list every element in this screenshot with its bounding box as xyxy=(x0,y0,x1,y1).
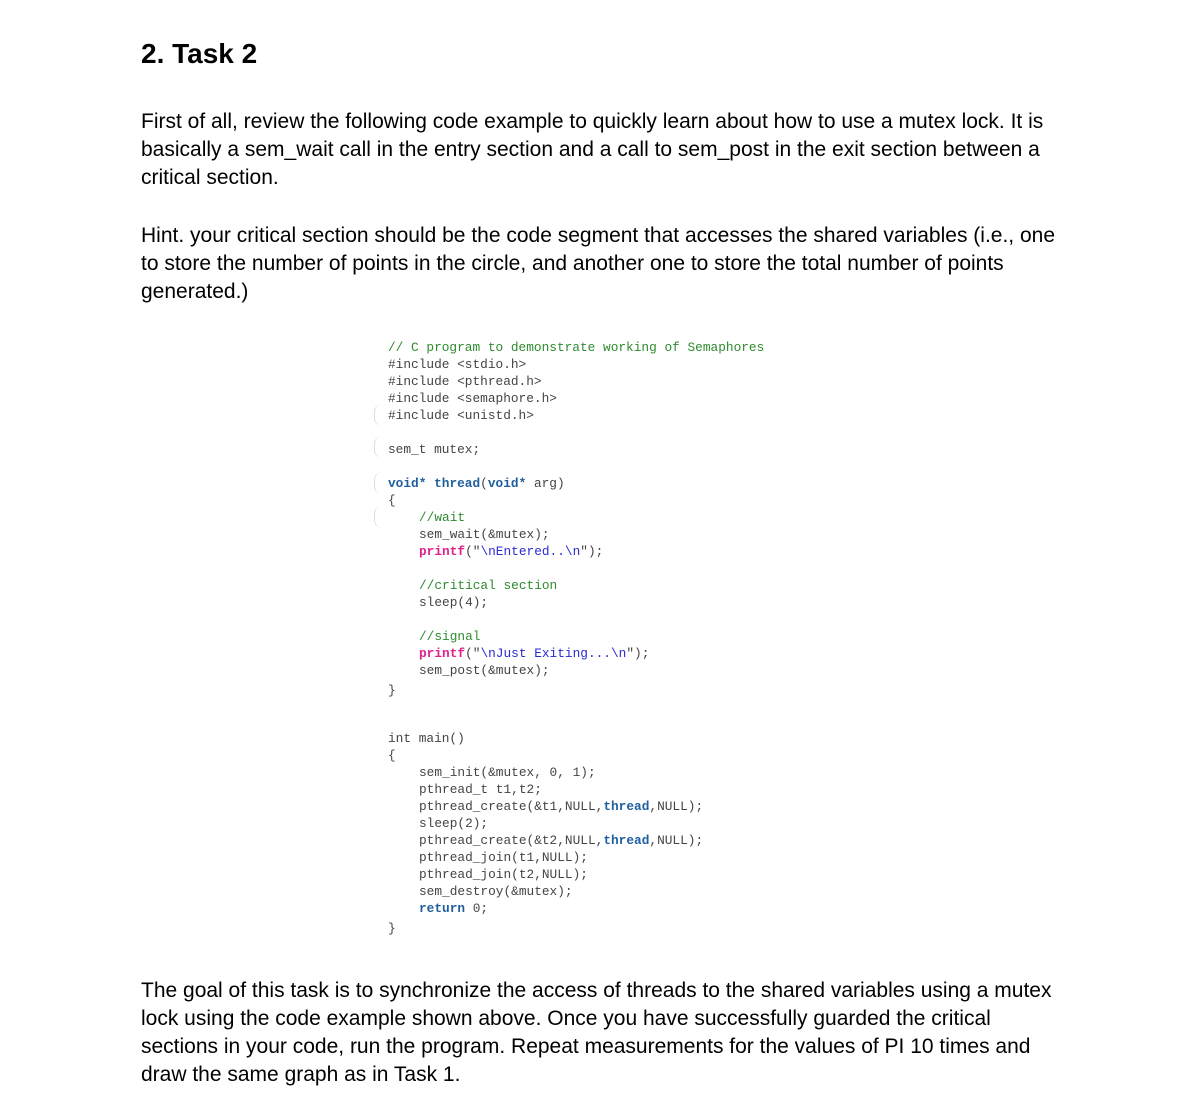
code-line: pthread_create(&t2,NULL,thread,NULL); xyxy=(419,833,704,848)
code-line: sem_wait(&mutex); xyxy=(419,527,550,542)
code-line: } xyxy=(388,921,396,936)
code-line: pthread_join(t2,NULL); xyxy=(419,867,588,882)
code-line: int main() xyxy=(388,731,465,746)
code-line: pthread_t t1,t2; xyxy=(419,782,542,797)
code-line: #include <semaphore.h> xyxy=(388,391,557,406)
code-line: sem_post(&mutex); xyxy=(419,663,550,678)
code-line: // C program to demonstrate working of Semaphores xyxy=(388,340,765,355)
code-line: #include <unistd.h> xyxy=(388,408,534,423)
code-line: sem_t mutex; xyxy=(388,442,481,457)
intro-paragraph: First of all, review the following code example to quickly learn about how to use a mutex lock. It is basically a sem_wait call in the entry section and a call to sem_post in the exit section between a critical section. xyxy=(141,110,1044,189)
code-line: sleep(4); xyxy=(419,595,489,610)
code-line: pthread_join(t1,NULL); xyxy=(419,850,588,865)
code-line: return 0; xyxy=(419,901,489,916)
code-line: void* thread(void* arg) xyxy=(388,476,565,491)
code-line: //wait xyxy=(419,510,466,525)
code-line: #include <stdio.h> xyxy=(388,357,527,372)
code-line: printf("\nEntered..\n"); xyxy=(419,544,604,559)
code-line: sleep(2); xyxy=(419,816,489,831)
gutter-mark xyxy=(374,472,383,494)
code-line: { xyxy=(388,748,396,763)
code-line: { xyxy=(388,493,396,508)
code-line: #include <pthread.h> xyxy=(388,374,542,389)
code-line: pthread_create(&t1,NULL,thread,NULL); xyxy=(419,799,704,814)
gutter-mark xyxy=(374,436,383,458)
goal-paragraph: The goal of this task is to synchronize the access of threads to the shared variables using a mutex lock using the code example shown above. Once you have successfully guarded the critical sections in your code, run the program. Repeat measurements for the values of PI 10 times and draw the same graph as in Task 1. xyxy=(141,979,1052,1086)
hint-paragraph: Hint. your critical section should be the code segment that accesses the shared variables (i.e., one to store the number of points in the circle, and another one to store the total number of points generated.) xyxy=(141,224,1055,303)
code-line: } xyxy=(388,683,396,698)
gutter-mark xyxy=(374,404,383,426)
code-line: //signal xyxy=(419,629,481,644)
code-line: sem_destroy(&mutex); xyxy=(419,884,573,899)
section-heading: 2. Task 2 xyxy=(141,38,258,69)
gutter-mark xyxy=(374,506,383,528)
code-line: sem_init(&mutex, 0, 1); xyxy=(419,765,596,780)
code-line: printf("\nJust Exiting...\n"); xyxy=(419,646,650,661)
code-line: //critical section xyxy=(419,578,558,593)
